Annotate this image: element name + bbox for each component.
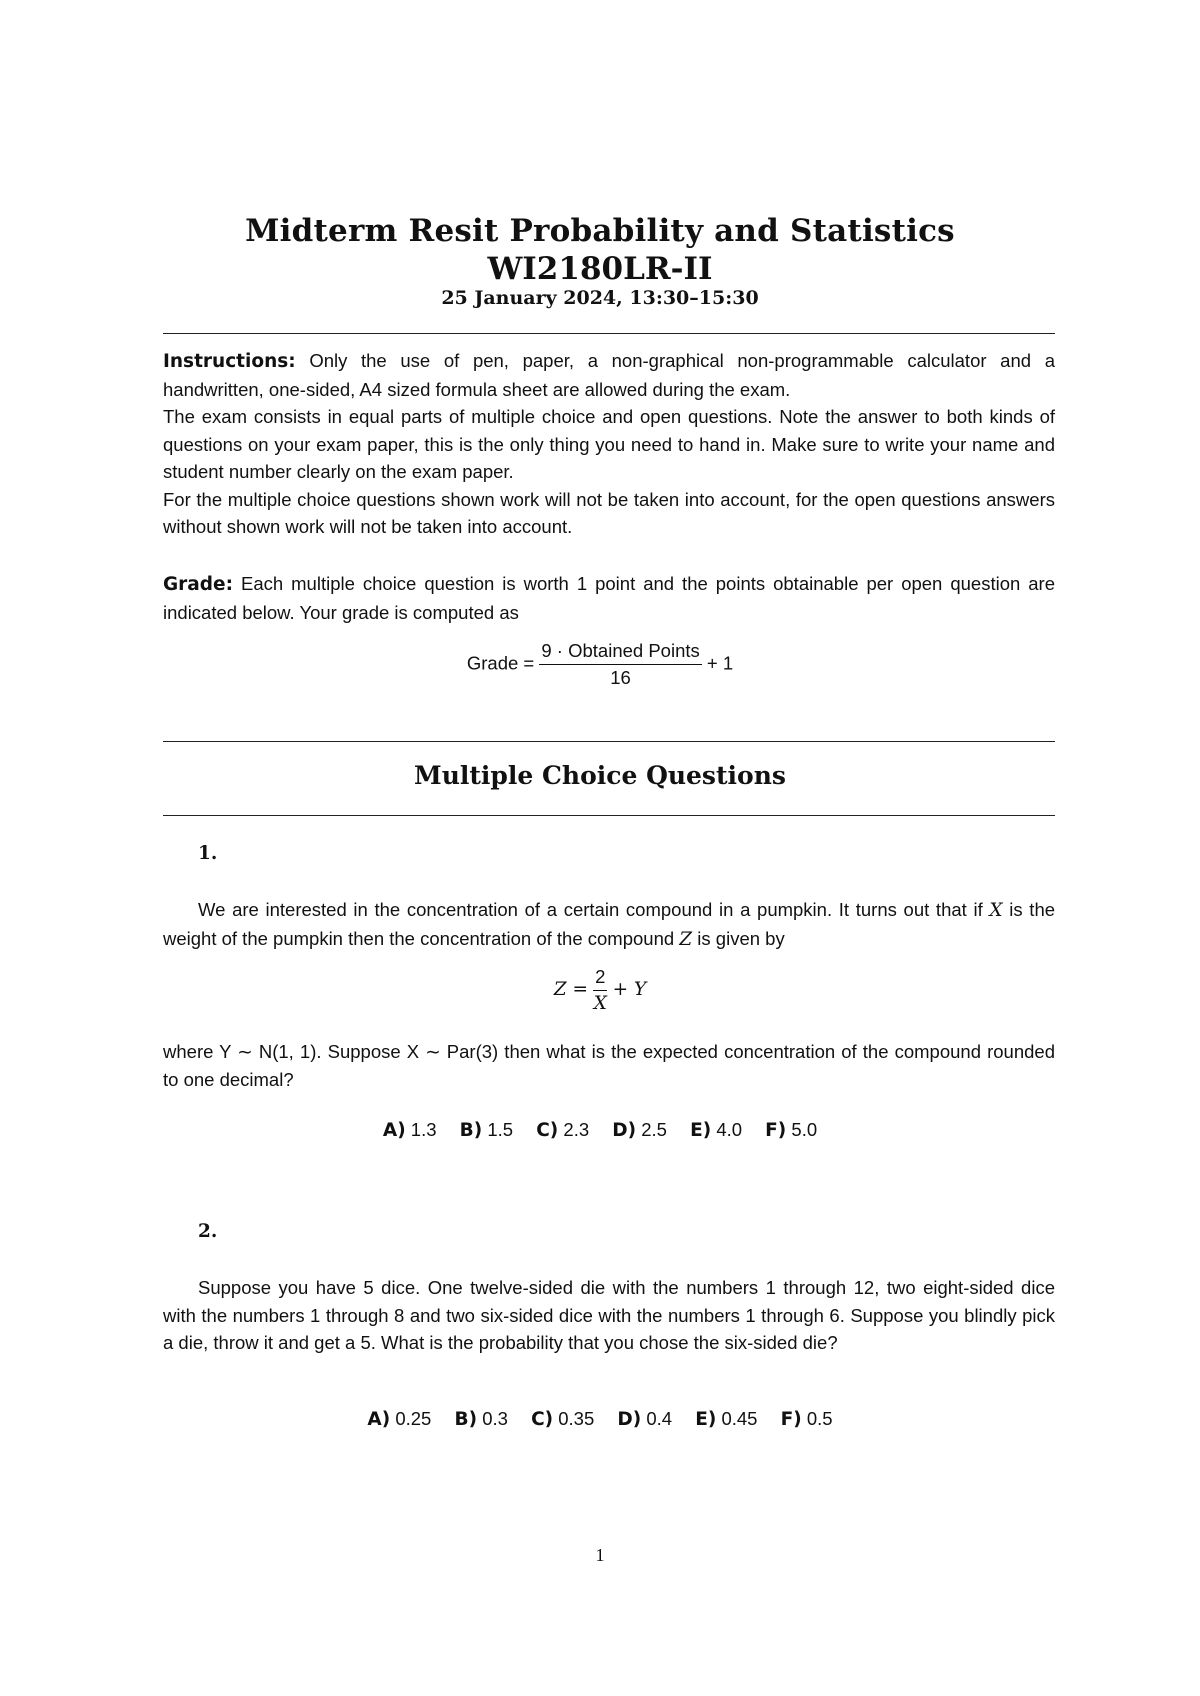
question-1-text-a: We are interested in the concentration of a certain compound in a pumpkin. It turns out that if: [198, 899, 983, 920]
option-value: 0.5: [806, 1408, 833, 1429]
grade-formula-lhs: Grade =: [466, 652, 535, 674]
grade-text: Each multiple choice question is worth 1 point and the points obtainable per open question are indicated below. Your grade is computed as: [163, 573, 1056, 623]
option-value: 0.35: [558, 1408, 595, 1429]
option-value: 1.3: [410, 1119, 437, 1140]
question-2-number: 2.: [198, 1221, 218, 1242]
grade-formula: [0, 640, 1200, 689]
option-value: 2.5: [641, 1119, 667, 1140]
option-d[interactable]: [612, 1119, 667, 1140]
instructions-text-2: The exam consists in equal parts of multiple choice and open questions. Note the answer to both kinds of questions on your exam paper, this is the only thing you need to hand in. Make sure to write your name and student number clearly on the exam paper.: [163, 406, 1055, 482]
instructions-block: [163, 347, 1055, 541]
option-value: 0.45: [721, 1408, 758, 1429]
option-value: 0.25: [395, 1408, 432, 1429]
option-value: 4.0: [716, 1119, 743, 1140]
option-letter: D): [612, 1120, 637, 1141]
option-b[interactable]: [460, 1119, 513, 1140]
option-b[interactable]: [455, 1408, 508, 1429]
question-1-fraction-numerator: 2: [593, 966, 607, 991]
option-letter: F): [765, 1120, 787, 1141]
option-a[interactable]: [367, 1408, 431, 1429]
question-2-body: Suppose you have 5 dice. One twelve-sided die with the numbers 1 through 12, two eight-sided dice with the numbers 1 through 8 and two six-sided dice with the numbers 1 through 6. Suppose you blindly pick a die, throw it and get a 5. What is the probability that you chose the six-sided die?: [163, 1277, 1055, 1353]
grade-label: Grade:: [163, 574, 233, 595]
question-2-options: [0, 1408, 1200, 1430]
option-d[interactable]: [617, 1408, 672, 1429]
question-1-formula-rhs: + Y: [612, 978, 647, 1000]
option-f[interactable]: [781, 1408, 833, 1429]
option-c[interactable]: [536, 1119, 589, 1140]
question-1-text-c: is given by: [697, 927, 785, 949]
option-value: 5.0: [791, 1119, 818, 1140]
course-code: WI2180LR-II: [487, 251, 713, 287]
section-title: Multiple Choice Questions: [414, 761, 786, 790]
option-letter: A): [367, 1409, 391, 1430]
question-1-text-b: is the weight of the pumpkin then the concentration of the compound: [163, 899, 1056, 949]
option-letter: B): [459, 1120, 483, 1141]
option-letter: C): [531, 1409, 554, 1430]
exam-title: Midterm Resit Probability and Statistics: [245, 213, 955, 249]
question-2-text: [163, 1274, 1055, 1357]
option-letter: D): [617, 1409, 642, 1430]
question-1-number: 1.: [198, 843, 218, 864]
option-letter: F): [780, 1409, 802, 1430]
option-value: 0.3: [482, 1408, 508, 1429]
question-1-var-z: Z: [679, 928, 693, 950]
question-1-text-d: where Y ∼ N(1, 1). Suppose X ∼ Par(3) then what is the expected concentration of the compound rounded to one decimal?: [163, 1041, 1055, 1090]
divider: [163, 333, 1055, 334]
grade-fraction-denominator: 16: [610, 667, 631, 688]
question-1-text: [163, 896, 1055, 953]
instructions-text-3: For the multiple choice questions shown work will not be taken into account, for the open questions answers without shown work will not be taken into account.: [163, 488, 1055, 537]
option-a[interactable]: [383, 1119, 437, 1140]
question-1-text-2: [163, 1038, 1055, 1093]
grade-block: [163, 570, 1055, 626]
grade-formula-rhs: + 1: [706, 652, 734, 674]
option-letter: B): [454, 1409, 478, 1430]
grade-fraction-numerator: 9 · Obtained Points: [539, 640, 701, 665]
instructions-text-1: Only the use of pen, paper, a non-graphical non-programmable calculator and a handwritten, one-sided, A4 sized formula sheet are allowed during the exam.: [163, 350, 1055, 400]
grade-fraction: [539, 640, 701, 689]
exam-date: 25 January 2024, 13:30–15:30: [441, 287, 759, 309]
option-letter: E): [695, 1409, 717, 1430]
option-f[interactable]: [765, 1119, 817, 1140]
option-letter: A): [382, 1120, 406, 1141]
question-1-fraction-denominator: X: [593, 993, 607, 1014]
question-1-formula-lhs: Z =: [553, 978, 589, 1000]
question-1-fraction: [593, 966, 607, 1014]
question-1-var-x: X: [989, 900, 1003, 921]
option-e[interactable]: [695, 1408, 757, 1429]
divider: [163, 815, 1055, 816]
option-letter: C): [536, 1120, 559, 1141]
option-c[interactable]: [531, 1408, 594, 1429]
divider: [163, 741, 1055, 742]
question-1-formula: [0, 966, 1200, 1014]
option-value: 1.5: [487, 1119, 514, 1140]
option-value: 0.4: [646, 1408, 673, 1429]
option-e[interactable]: [690, 1119, 742, 1140]
option-letter: E): [690, 1120, 712, 1141]
page-number: 1: [595, 1545, 605, 1565]
question-1-options: [0, 1119, 1200, 1141]
instructions-label: Instructions:: [163, 351, 296, 372]
option-value: 2.3: [563, 1119, 590, 1140]
